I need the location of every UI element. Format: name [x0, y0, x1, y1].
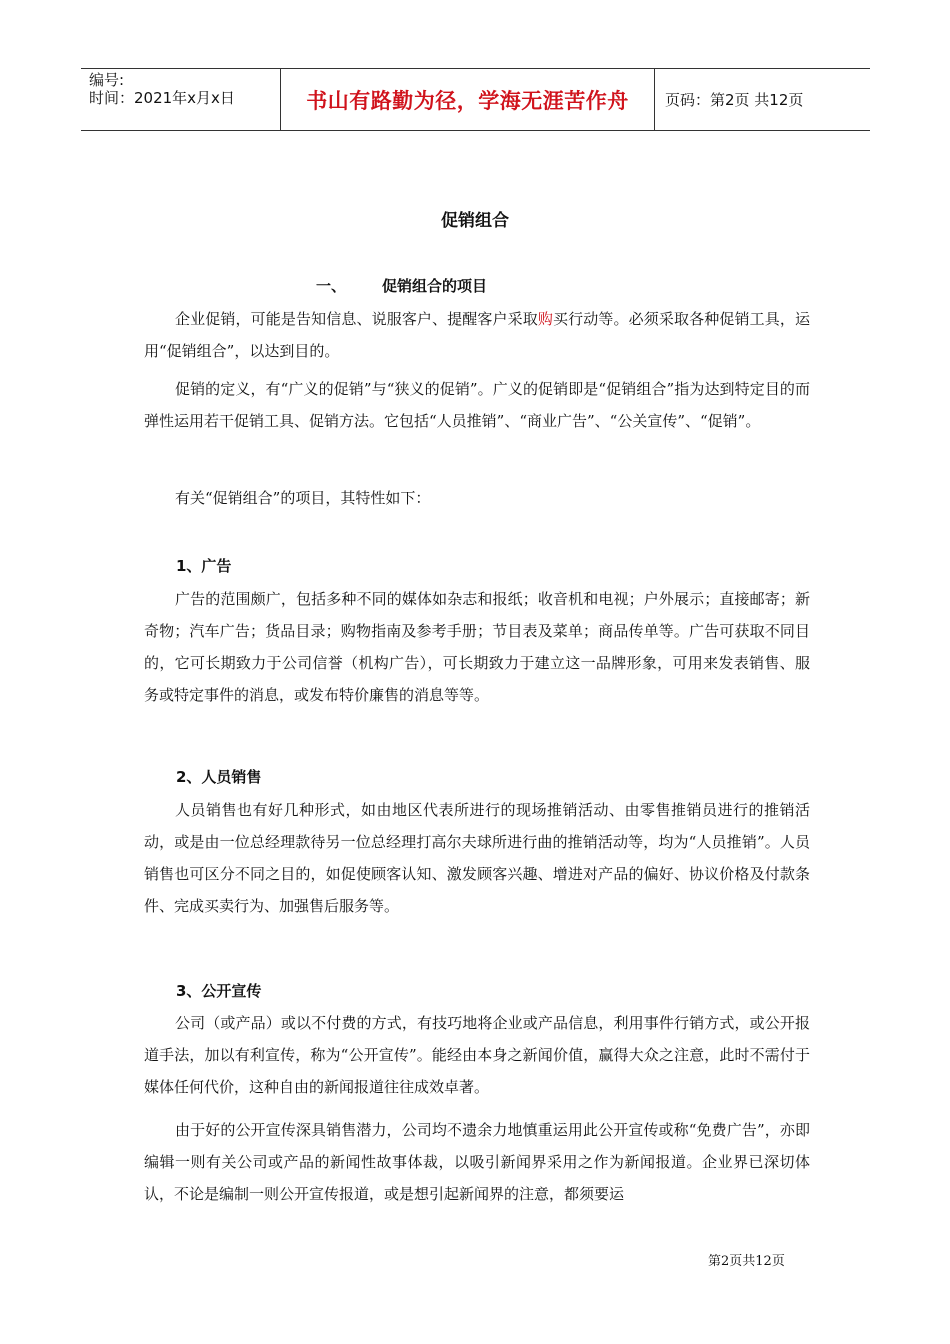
section-title: 促销组合的项目: [382, 277, 488, 295]
intro-paragraph-1: [144, 303, 810, 367]
item-heading-personal-selling: 2、人员销售: [176, 768, 262, 786]
document-title: 促销组合: [441, 211, 509, 231]
intro-paragraph-3: 有关“促销组合”的项目，其特性如下：: [175, 489, 431, 507]
time-label: 时间：2021年x月x日: [89, 89, 235, 107]
highlighted-char: 购: [537, 310, 554, 328]
item-text-publicity-2: 由于好的公开宣传深具销售潜力，公司均不遗余力地慎重运用此公开宣传或称“免费广告”，亦即编辑一则有关公司或产品的新闻性故事体裁，以吸引新闻界采用之作为新闻报道。企业界已深切体认，不论是编制一则公开宣传报道，或是想引起新闻界的注意，都须要运: [144, 1121, 810, 1203]
header-motto: 书山有路勤为径，学海无涯苦作舟: [281, 69, 655, 130]
section-heading: [316, 275, 487, 296]
page-footer: 第2页共12页: [708, 1254, 785, 1269]
item-heading-advertising: 1、广告: [176, 557, 232, 575]
item-text-advertising: 广告的范围颇广，包括多种不同的媒体如杂志和报纸；收音机和电视；户外展示；直接邮寄；新奇物；汽车广告；货品目录；购物指南及参考手册；节目表及菜单；商品传单等。广告可获取不同目的，它可长期致力于公司信誉（机构广告），可长期致力于建立这一品牌形象，可用来发表销售、服务或特定事件的消息，或发布特价廉售的消息等等。: [144, 590, 810, 704]
item-heading-publicity: 3、公开宣传: [176, 982, 262, 1000]
section-number: 一、: [316, 277, 347, 295]
item-text-publicity: 公司（或产品）或以不付费的方式，有技巧地将企业或产品信息，利用事件行销方式，或公开报道手法，加以有利宣传，称为“公开宣传”。能经由本身之新闻价值，赢得大众之注意，此时不需付于媒体任何代价，这种自由的新闻报道往往成效卓著。: [144, 1014, 810, 1096]
header-meta: [81, 69, 281, 130]
intro-paragraph-2: 促销的定义，有“广义的促销”与“狭义的促销”。广义的促销即是“促销组合”指为达到特定目的而弹性运用若干促销工具、促销方法。它包括“人员推销”、“商业广告”、“公关宣传”、“促销”。: [144, 380, 810, 430]
id-label: 编号:: [89, 71, 125, 89]
header-page-code: 页码：第2页 共12页: [665, 91, 804, 109]
intro-text-b: 买行动等。必须采取各种促销工具，运用“促销组合”，以达到目的。: [144, 310, 810, 360]
document-header: [81, 68, 870, 131]
intro-text-a: 企业促销，可能是告知信息、说服客户、提醒客户采取: [175, 310, 538, 328]
item-text-personal-selling: 人员销售也有好几种形式，如由地区代表所进行的现场推销活动、由零售推销员进行的推销活动，或是由一位总经理款待另一位总经理打高尔夫球所进行曲的推销活动等，均为“人员推销”。人员销售也可区分不同之目的，如促使顾客认知、激发顾客兴趣、增进对产品的偏好、协议价格及付款条件、完成买卖行为、加强售后服务等。: [144, 801, 810, 915]
